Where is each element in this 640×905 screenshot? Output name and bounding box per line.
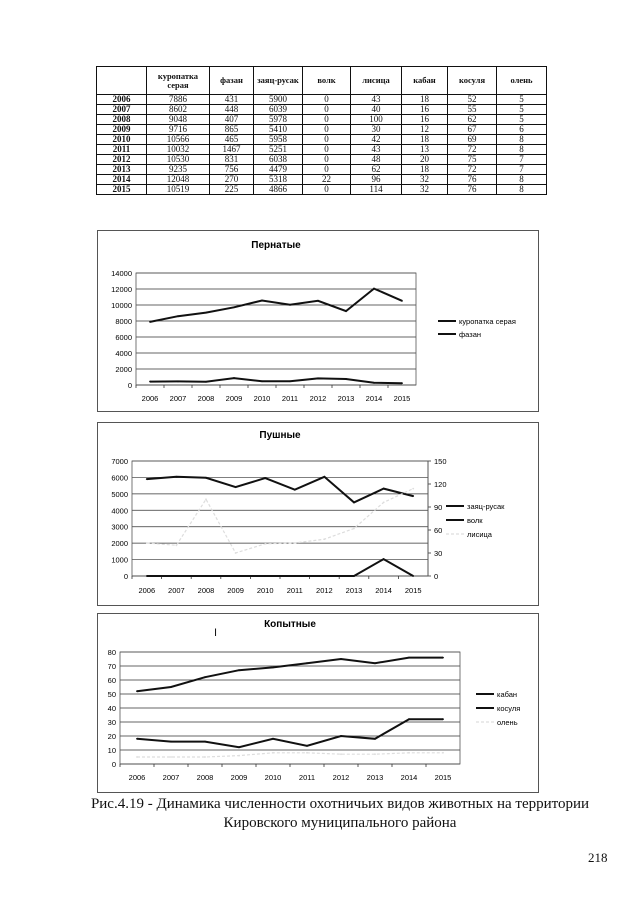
y-tick-label: 12000 <box>111 285 132 294</box>
x-tick-label: 2009 <box>230 773 248 782</box>
table-cell: 8602 <box>147 105 210 115</box>
row-year: 2014 <box>97 175 147 185</box>
data-point <box>294 489 296 491</box>
y-right-tick-label: 150 <box>434 457 447 466</box>
table-header-row <box>97 67 547 95</box>
data-point <box>136 756 138 758</box>
y-right-tick-label: 0 <box>434 572 439 581</box>
data-point <box>373 382 375 384</box>
series-line <box>150 378 402 383</box>
data-point <box>306 752 308 754</box>
table-row <box>97 105 547 115</box>
y-tick-label: 5000 <box>111 489 128 499</box>
data-point <box>374 738 376 740</box>
table-cell: 10032 <box>147 145 210 155</box>
table-cell: 62 <box>351 165 402 175</box>
population-table <box>96 66 547 195</box>
data-point <box>383 502 385 504</box>
y-tick-label: 20 <box>107 732 116 741</box>
data-point <box>176 544 178 546</box>
table-row <box>97 115 547 125</box>
table-row <box>97 185 547 195</box>
data-point <box>205 575 207 577</box>
chart-ungulates <box>98 614 538 792</box>
data-point <box>294 575 296 577</box>
x-tick-label: 2010 <box>256 586 274 595</box>
table-cell: 448 <box>210 105 254 115</box>
table-cell: 69 <box>448 135 497 145</box>
data-point <box>205 498 207 500</box>
header-corner <box>97 67 147 95</box>
table-cell: 72 <box>448 145 497 155</box>
table-cell: 43 <box>351 95 402 105</box>
table-cell: 30 <box>351 125 402 135</box>
table-cell: 0 <box>303 155 351 165</box>
y-tick-label: 6000 <box>111 473 128 483</box>
y-tick-label: 80 <box>107 648 116 657</box>
data-point <box>205 381 207 383</box>
data-point <box>205 477 207 479</box>
legend-label: косуля <box>497 704 521 713</box>
table-cell: 8 <box>497 135 547 145</box>
table-cell: 12 <box>402 125 448 135</box>
x-tick-label: 2008 <box>197 394 215 403</box>
table-cell: 865 <box>210 125 254 135</box>
y-tick-label: 1000 <box>111 555 128 565</box>
table-cell: 10530 <box>147 155 210 165</box>
legend-label: кабан <box>497 690 518 699</box>
data-point <box>442 718 444 720</box>
table-cell: 9235 <box>147 165 210 175</box>
x-tick-label: 2013 <box>366 773 384 782</box>
row-year: 2007 <box>97 105 147 115</box>
y-right-tick-label: 60 <box>434 526 443 535</box>
y-tick-label: 14000 <box>111 269 132 278</box>
table-cell: 7886 <box>147 95 210 105</box>
table-row <box>97 135 547 145</box>
x-tick-label: 2010 <box>264 773 282 782</box>
data-point <box>442 752 444 754</box>
table-cell: 12048 <box>147 175 210 185</box>
table-cell: 4479 <box>254 165 303 175</box>
table-cell: 5 <box>497 105 547 115</box>
x-tick-label: 2015 <box>393 394 411 403</box>
x-tick-label: 2011 <box>286 586 303 595</box>
x-tick-label: 2013 <box>345 586 363 595</box>
table-cell: 5318 <box>254 175 303 185</box>
table-cell: 18 <box>402 95 448 105</box>
data-point <box>401 382 403 384</box>
data-point <box>238 746 240 748</box>
data-point <box>261 380 263 382</box>
table-cell: 8 <box>497 185 547 195</box>
data-point <box>264 477 266 479</box>
x-tick-label: 2010 <box>253 394 271 403</box>
x-tick-label: 2014 <box>400 773 418 782</box>
data-point <box>264 543 266 545</box>
table-cell: 7 <box>497 155 547 165</box>
table-cell: 42 <box>351 135 402 145</box>
y-tick-label: 8000 <box>115 317 132 326</box>
table-cell: 8 <box>497 145 547 155</box>
x-tick-label: 2006 <box>141 394 159 403</box>
data-point <box>442 657 444 659</box>
table-cell: 40 <box>351 105 402 115</box>
x-tick-label: 2008 <box>196 773 214 782</box>
row-year: 2009 <box>97 125 147 135</box>
data-point <box>345 378 347 380</box>
chart-frame-ungulates <box>97 613 539 793</box>
data-point <box>289 304 291 306</box>
data-point <box>235 552 237 554</box>
x-tick-label: 2012 <box>309 394 327 403</box>
data-point <box>306 745 308 747</box>
data-point <box>204 741 206 743</box>
stray-mark: I <box>214 627 218 639</box>
table-cell: 55 <box>448 105 497 115</box>
table-cell: 7 <box>497 165 547 175</box>
row-year: 2011 <box>97 145 147 155</box>
table-cell: 76 <box>448 175 497 185</box>
series-line <box>147 477 413 503</box>
table-cell: 465 <box>210 135 254 145</box>
data-point <box>170 686 172 688</box>
data-point <box>272 752 274 754</box>
series-line <box>137 753 443 757</box>
data-point <box>353 502 355 504</box>
table-cell: 407 <box>210 115 254 125</box>
figure-caption <box>60 795 620 833</box>
table-cell: 270 <box>210 175 254 185</box>
column-header: заяц-русак <box>254 67 303 95</box>
data-point <box>374 753 376 755</box>
data-point <box>204 676 206 678</box>
data-point <box>149 321 151 323</box>
data-point <box>306 662 308 664</box>
column-header: волк <box>303 67 351 95</box>
table-cell: 756 <box>210 165 254 175</box>
data-point <box>324 476 326 478</box>
table-cell: 22 <box>303 175 351 185</box>
table-cell: 16 <box>402 115 448 125</box>
table-cell: 5958 <box>254 135 303 145</box>
y-tick-label: 0 <box>111 760 116 769</box>
table-cell: 0 <box>303 125 351 135</box>
data-point <box>401 300 403 302</box>
table-cell: 76 <box>448 185 497 195</box>
data-point <box>294 542 296 544</box>
y-tick-label: 2000 <box>111 539 128 549</box>
y-tick-label: 3000 <box>111 522 128 532</box>
data-point <box>233 377 235 379</box>
column-header: куропатка серая <box>147 67 210 95</box>
table-cell: 0 <box>303 185 351 195</box>
chart-title: Пернатые <box>251 240 301 251</box>
x-tick-label: 2011 <box>281 394 299 403</box>
y-tick-label: 50 <box>107 690 116 699</box>
data-point <box>233 306 235 308</box>
y-right-tick-label: 120 <box>434 480 447 489</box>
table-cell: 6039 <box>254 105 303 115</box>
chart-frame-feathered <box>97 230 539 412</box>
table-cell: 20 <box>402 155 448 165</box>
data-point <box>146 542 148 544</box>
data-point <box>205 312 207 314</box>
series-line <box>147 559 413 576</box>
data-point <box>146 575 148 577</box>
data-point <box>340 658 342 660</box>
y-right-tick-label: 90 <box>434 503 443 512</box>
table-cell: 10566 <box>147 135 210 145</box>
table-cell: 0 <box>303 115 351 125</box>
table-row <box>97 165 547 175</box>
data-point <box>374 662 376 664</box>
table-cell: 32 <box>402 175 448 185</box>
row-year: 2006 <box>97 95 147 105</box>
data-point <box>353 575 355 577</box>
y-tick-label: 10 <box>107 746 116 755</box>
data-point <box>272 738 274 740</box>
x-tick-label: 2014 <box>375 586 392 595</box>
data-point <box>408 752 410 754</box>
data-point <box>149 381 151 383</box>
data-point <box>136 738 138 740</box>
table-cell: 0 <box>303 95 351 105</box>
y-tick-label: 0 <box>127 381 132 390</box>
data-point <box>345 310 347 312</box>
table-cell: 4866 <box>254 185 303 195</box>
data-point <box>340 735 342 737</box>
data-point <box>146 478 148 480</box>
x-tick-label: 2012 <box>316 586 333 595</box>
page-number: 218 <box>588 850 608 865</box>
y-right-tick-label: 30 <box>434 549 443 558</box>
data-point <box>383 558 385 560</box>
chart-fur <box>98 423 538 605</box>
table-cell: 32 <box>402 185 448 195</box>
table-cell: 9048 <box>147 115 210 125</box>
data-point <box>353 528 355 530</box>
table-cell: 0 <box>303 165 351 175</box>
table-cell: 67 <box>448 125 497 135</box>
table-cell: 13 <box>402 145 448 155</box>
table-cell: 6038 <box>254 155 303 165</box>
table-cell: 5978 <box>254 115 303 125</box>
data-point <box>204 756 206 758</box>
data-point <box>235 486 237 488</box>
data-point <box>272 667 274 669</box>
row-year: 2008 <box>97 115 147 125</box>
y-tick-label: 60 <box>107 676 116 685</box>
table-cell: 5900 <box>254 95 303 105</box>
x-tick-label: 2012 <box>332 773 350 782</box>
y-tick-label: 6000 <box>115 333 132 342</box>
y-tick-label: 4000 <box>111 506 128 516</box>
data-point <box>170 741 172 743</box>
data-point <box>317 377 319 379</box>
data-point <box>177 315 179 317</box>
table-cell: 18 <box>402 165 448 175</box>
table-cell: 100 <box>351 115 402 125</box>
y-tick-label: 30 <box>107 718 116 727</box>
data-point <box>412 495 414 497</box>
data-point <box>373 288 375 290</box>
legend-label: олень <box>497 718 518 727</box>
x-tick-label: 2008 <box>197 586 215 595</box>
column-header: олень <box>497 67 547 95</box>
column-header: фазан <box>210 67 254 95</box>
data-point <box>235 575 237 577</box>
x-tick-label: 2009 <box>227 586 244 595</box>
data-point <box>238 755 240 757</box>
table-row <box>97 95 547 105</box>
table-cell: 5 <box>497 95 547 105</box>
data-point <box>289 380 291 382</box>
data-point <box>136 690 138 692</box>
table-cell: 6 <box>497 125 547 135</box>
data-point <box>176 575 178 577</box>
row-year: 2013 <box>97 165 147 175</box>
data-point <box>264 575 266 577</box>
table-cell: 0 <box>303 105 351 115</box>
x-tick-label: 2006 <box>128 773 146 782</box>
y-tick-label: 70 <box>107 662 116 671</box>
data-point <box>412 575 414 577</box>
x-tick-label: 2015 <box>434 773 452 782</box>
data-point <box>238 669 240 671</box>
data-point <box>324 575 326 577</box>
table-cell: 18 <box>402 135 448 145</box>
legend-label: волк <box>467 516 483 525</box>
table-cell: 5 <box>497 115 547 125</box>
x-tick-label: 2006 <box>138 586 156 595</box>
data-point <box>412 488 414 490</box>
table-cell: 52 <box>448 95 497 105</box>
table-cell: 5410 <box>254 125 303 135</box>
table-cell: 75 <box>448 155 497 165</box>
legend-label: заяц-русак <box>467 502 505 511</box>
chart-feathered <box>98 231 538 411</box>
legend-label: куропатка серая <box>459 317 516 326</box>
legend-label: лисица <box>467 530 492 539</box>
row-year: 2015 <box>97 185 147 195</box>
data-point <box>317 300 319 302</box>
table-cell: 62 <box>448 115 497 125</box>
chart-title: Пушные <box>259 430 301 441</box>
x-tick-label: 2009 <box>225 394 243 403</box>
data-point <box>177 381 179 383</box>
x-tick-label: 2007 <box>162 773 180 782</box>
y-tick-label: 10000 <box>111 301 132 310</box>
y-tick-label: 0 <box>123 572 128 581</box>
table-cell: 72 <box>448 165 497 175</box>
table-cell: 831 <box>210 155 254 165</box>
table-cell: 16 <box>402 105 448 115</box>
table-cell: 10519 <box>147 185 210 195</box>
y-tick-label: 40 <box>107 704 116 713</box>
series-line <box>137 719 443 747</box>
y-tick-label: 7000 <box>111 457 128 466</box>
table-cell: 114 <box>351 185 402 195</box>
legend-label: фазан <box>459 330 482 339</box>
x-tick-label: 2015 <box>404 586 422 595</box>
data-point <box>408 718 410 720</box>
table-row <box>97 175 547 185</box>
table-row <box>97 145 547 155</box>
data-point <box>408 657 410 659</box>
x-tick-label: 2013 <box>337 394 355 403</box>
row-year: 2012 <box>97 155 147 165</box>
column-header: лисица <box>351 67 402 95</box>
data-point <box>324 538 326 540</box>
data-point <box>261 300 263 302</box>
x-tick-label: 2011 <box>298 773 316 782</box>
table-cell: 5251 <box>254 145 303 155</box>
table-cell: 96 <box>351 175 402 185</box>
y-tick-label: 4000 <box>115 349 132 358</box>
table-cell: 225 <box>210 185 254 195</box>
data-point <box>340 753 342 755</box>
table-cell: 0 <box>303 145 351 155</box>
table-cell: 43 <box>351 145 402 155</box>
column-header: косуля <box>448 67 497 95</box>
table-cell: 8 <box>497 175 547 185</box>
caption-line-2: Кировского муниципального района <box>223 815 457 831</box>
data-point <box>176 476 178 478</box>
table-cell: 431 <box>210 95 254 105</box>
x-tick-label: 2007 <box>168 586 185 595</box>
chart-frame-fur <box>97 422 539 606</box>
table-row <box>97 155 547 165</box>
chart-title: Копытные <box>264 619 316 630</box>
table-cell: 0 <box>303 135 351 145</box>
series-line <box>137 658 443 692</box>
caption-line-1: Рис.4.19 - Динамика численности охотничьих видов животных на территории <box>90 796 590 812</box>
table-cell: 1467 <box>210 145 254 155</box>
row-year: 2010 <box>97 135 147 145</box>
table-row <box>97 125 547 135</box>
x-tick-label: 2014 <box>365 394 383 403</box>
table-cell: 48 <box>351 155 402 165</box>
data-point <box>170 756 172 758</box>
column-header: кабан <box>402 67 448 95</box>
table-cell: 9716 <box>147 125 210 135</box>
data-point <box>383 488 385 490</box>
x-tick-label: 2007 <box>169 394 187 403</box>
y-tick-label: 2000 <box>115 365 132 374</box>
